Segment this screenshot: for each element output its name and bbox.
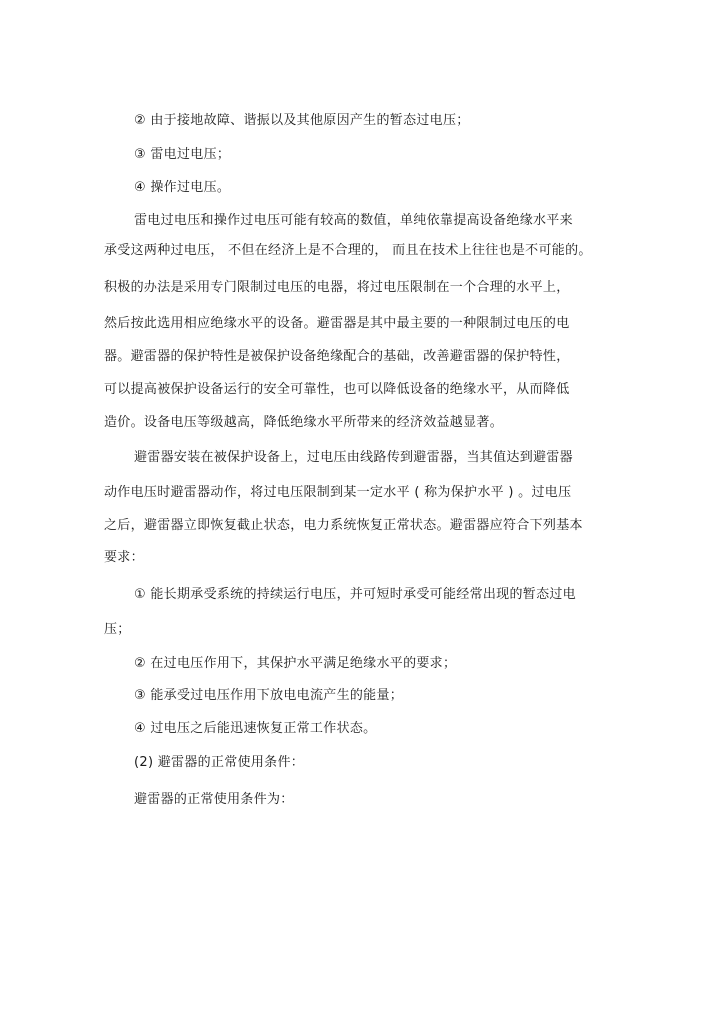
paragraph-line: 雷电过电压和操作过电压可能有较高的数值，单纯依靠提高设备绝缘水平来 (134, 213, 573, 228)
paragraph-line: ② 由于接地故障、谐振以及其他原因产生的暂态过电压； (134, 113, 470, 128)
paragraph-line: 积极的办法是采用专门限制过电压的电器，将过电压限制在一个合理的水平上， (104, 280, 570, 295)
paragraph-line: ③ 能承受过电压作用下放电电流产生的能量； (134, 688, 404, 703)
paragraph-line: 可以提高被保护设备运行的安全可靠性，也可以降低设备的绝缘水平，从而降低 (104, 382, 570, 397)
paragraph-line: 之后，避雷器立即恢复截止状态，电力系统恢复正常状态。避雷器应符合下列基本 (104, 518, 583, 533)
section-heading: (2) 避雷器的正常使用条件： (134, 755, 305, 770)
paragraph-line: 避雷器安装在被保护设备上，过电压由线路传到避雷器，当其值达到避雷器 (134, 450, 573, 465)
paragraph-line: 器。避雷器的保护特性是被保护设备绝缘配合的基础，改善避雷器的保护特性， (104, 349, 570, 364)
paragraph-line: 造价。设备电压等级越高，降低绝缘水平所带来的经济效益越显著。 (104, 415, 504, 430)
paragraph-line: 压； (104, 622, 131, 637)
paragraph-line: ② 在过电压作用下，其保护水平满足绝缘水平的要求； (134, 656, 457, 671)
paragraph-line: ④ 过电压之后能迅速恢复正常工作状态。 (134, 721, 377, 736)
paragraph-line: ③ 雷电过电压； (134, 147, 231, 162)
paragraph-line: 避雷器的正常使用条件为： (134, 792, 294, 807)
paragraph-line: 动作电压时避雷器动作，将过电压限制到某一定水平 ( 称为保护水平 ) 。过电压 (104, 485, 572, 500)
paragraph-line: 承受这两种过电压， 不但在经济上是不合理的， 而且在技术上往往也是不可能的。 (104, 243, 592, 258)
paragraph-line: 要求： (104, 550, 144, 565)
paragraph-line: 然后按此选用相应绝缘水平的设备。避雷器是其中最主要的一种限制过电压的电 (104, 316, 570, 331)
paragraph-line: ④ 操作过电压。 (134, 180, 231, 195)
paragraph-line: ① 能长期承受系统的持续运行电压，并可短时承受可能经常出现的暂态过电 (134, 587, 576, 602)
